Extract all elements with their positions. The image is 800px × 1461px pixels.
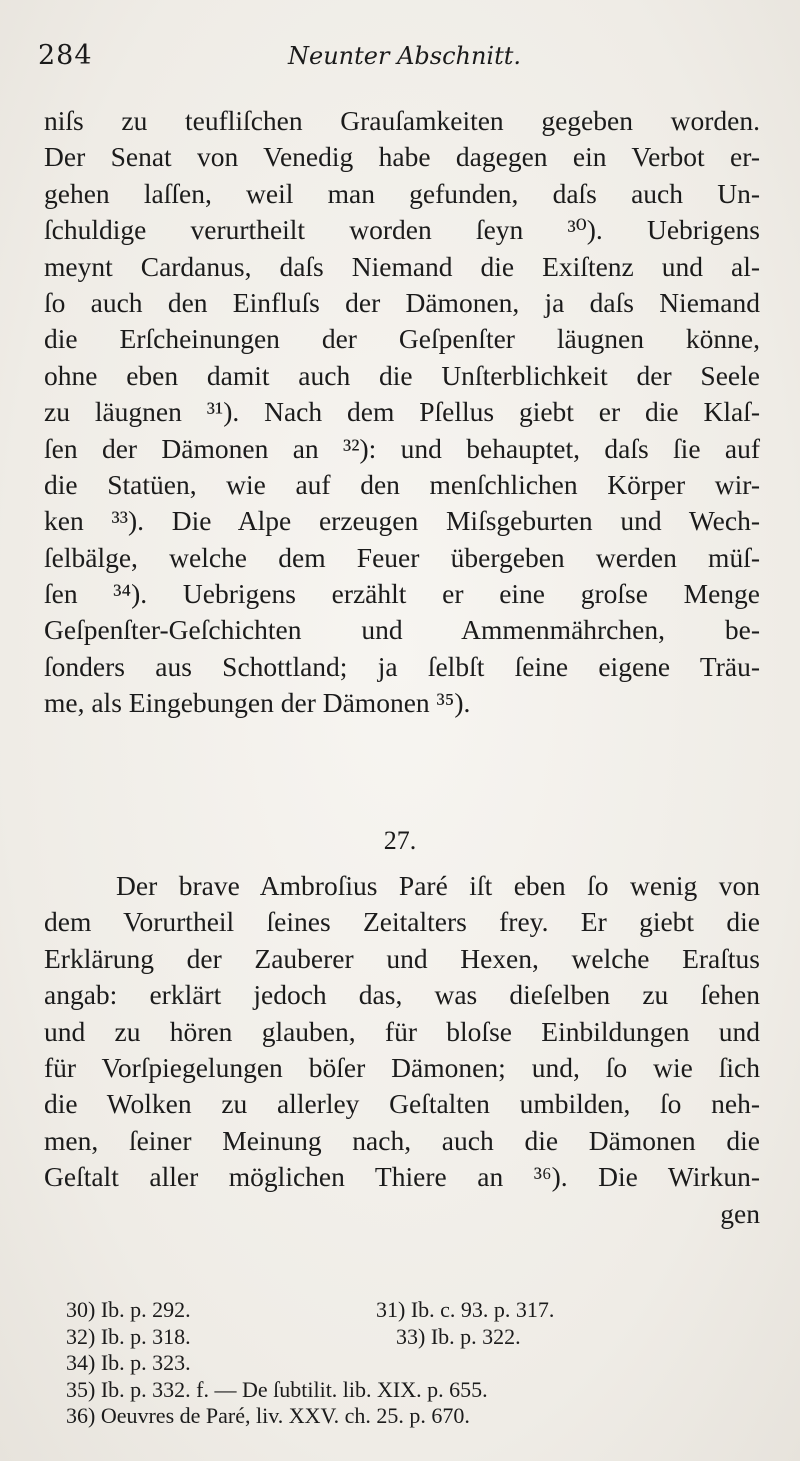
text-line: men, ſeiner Meinung nach, auch die Dämonen die bbox=[44, 1124, 760, 1156]
text-line: und zu hören glauben, für bloſse Einbildungen und bbox=[44, 1015, 760, 1047]
text-line: meynt Cardanus, daſs Niemand die Exiſtenz und al- bbox=[44, 250, 760, 282]
text-line: die Erſcheinungen der Geſpenſter läugnen könne, bbox=[44, 323, 760, 355]
text-line: für Vorſpiegelungen böſer Dämonen; und, ſo wie ſich bbox=[44, 1051, 760, 1083]
footnote-32: 32) Ib. p. 318. bbox=[66, 1323, 191, 1349]
text-line: gehen laſſen, weil man gefunden, daſs auch Un- bbox=[44, 177, 760, 209]
page-header bbox=[38, 40, 758, 84]
text-line: ohne eben damit auch die Unſterblichkeit der Seele bbox=[44, 359, 760, 391]
footnote-row bbox=[66, 1297, 756, 1324]
text-line: ſen der Dämonen an ³²): und behauptet, daſs ſie auf bbox=[44, 432, 760, 464]
footnote-row bbox=[66, 1403, 756, 1430]
footnote-35: 35) Ib. p. 332. f. — De ſubtilit. lib. XIX. p. 655. bbox=[66, 1376, 488, 1402]
paragraph-2 bbox=[44, 868, 760, 1232]
footnote-row bbox=[66, 1350, 756, 1377]
footnote-34: 34) Ib. p. 323. bbox=[66, 1350, 191, 1375]
running-head: Neunter Abschnitt. bbox=[288, 42, 522, 70]
text-line: die Statüen, wie auf den menſchlichen Körper wir- bbox=[44, 468, 760, 500]
text-line: ken ³³). Die Alpe erzeugen Miſsgeburten und Wech- bbox=[44, 505, 760, 537]
section-number: 27. bbox=[383, 826, 417, 855]
footnotes bbox=[66, 1297, 756, 1430]
text-line: ſelbälge, welche dem Feuer übergeben werden müſ- bbox=[44, 541, 760, 573]
footnote-row bbox=[66, 1324, 756, 1351]
catchword: gen bbox=[720, 1197, 760, 1229]
footnote-33: 33) Ib. p. 322. bbox=[396, 1323, 521, 1349]
text-line: ſen ³⁴). Uebrigens erzählt er eine groſse Menge bbox=[44, 578, 760, 610]
text-line: me, als Eingebungen der Dämonen ³⁵). bbox=[44, 687, 471, 719]
text-line: zu läugnen ³¹). Nach dem Pſellus giebt er die Klaſ- bbox=[44, 396, 760, 428]
text-line: angab: erklärt jedoch das, was dieſelben zu ſehen bbox=[44, 979, 760, 1011]
footnote-31: 31) Ib. c. 93. p. 317. bbox=[376, 1297, 555, 1322]
page-number: 284 bbox=[38, 40, 93, 71]
text-line: die Wolken zu allerley Geſtalten umbilden, ſo neh- bbox=[44, 1088, 760, 1120]
text-line: Der Senat von Venedig habe dagegen ein Verbot er- bbox=[44, 141, 760, 173]
footnote-row bbox=[66, 1377, 756, 1404]
text-line: Geſpenſter-Geſchichten und Ammenmährchen, be- bbox=[44, 614, 760, 646]
text-line: Erklärung der Zauberer und Hexen, welche Eraſtus bbox=[44, 942, 760, 974]
text-line: Der brave Ambroſius Paré iſt eben ſo wenig von bbox=[116, 870, 760, 901]
paragraph-1 bbox=[44, 103, 760, 722]
text-line: ſchuldige verurtheilt worden ſeyn ³⁰). Uebrigens bbox=[44, 214, 760, 246]
text-line: ſo auch den Einfluſs der Dämonen, ja daſs Niemand bbox=[44, 286, 760, 318]
text-line: dem Vorurtheil ſeines Zeitalters frey. Er giebt die bbox=[44, 906, 760, 938]
footnote-30: 30) Ib. p. 292. bbox=[66, 1297, 191, 1322]
footnote-36: 36) Oeuvres de Paré, liv. XXV. ch. 25. p. 670. bbox=[66, 1403, 470, 1428]
text-line: niſs zu teufliſchen Grauſamkeiten gegeben worden. bbox=[44, 105, 760, 136]
text-line: Geſtalt aller möglichen Thiere an ³⁶). Die Wirkun- bbox=[44, 1161, 760, 1193]
text-line: ſonders aus Schottland; ja ſelbſt ſeine eigene Träu- bbox=[44, 650, 760, 682]
